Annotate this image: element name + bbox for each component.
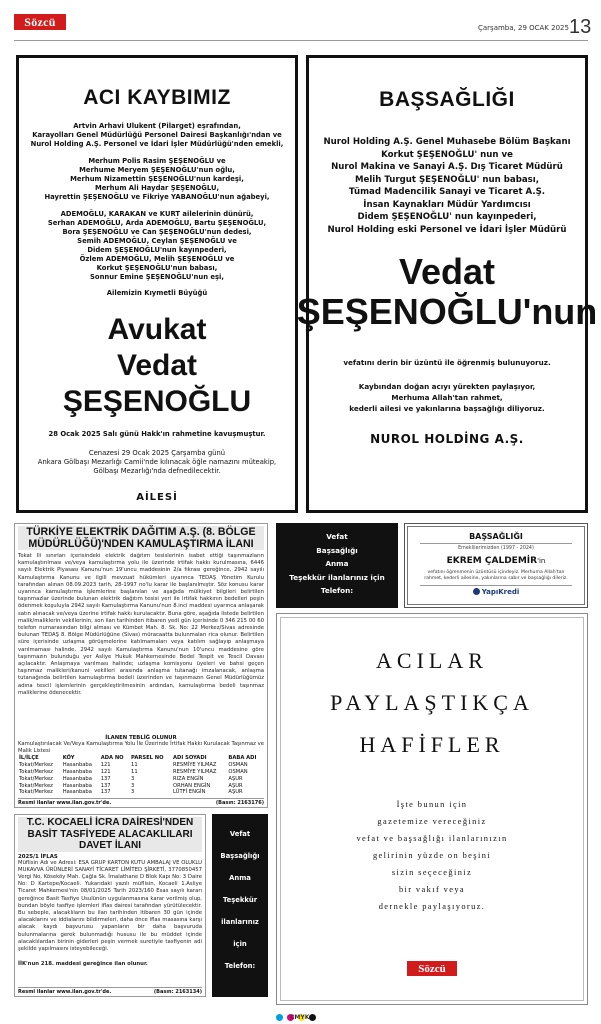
text-line: Nurol Holding eski Personel ve İdari İşler Müdürü xyxy=(327,224,567,235)
notice-subtitle: 2025/1 İFLAS xyxy=(18,853,58,860)
ad-paragraph: vefatını derin bir üzüntü ile öğrenmiş bulunuyoruz. xyxy=(343,358,551,367)
obituary-ad-aci-kaybimiz xyxy=(16,55,298,513)
sozcu-logo: Sözcü xyxy=(14,14,66,30)
table-row xyxy=(18,789,264,796)
campaign-text-line: İşte bunun için xyxy=(396,800,468,809)
promo-box-ilan-vertical xyxy=(212,814,268,997)
notice-footer xyxy=(18,987,202,995)
footer-source: Resmi ilanlar www.ilan.gov.tr'de. xyxy=(18,800,112,806)
promo-line: Başsağlığı xyxy=(316,545,358,555)
campaign-line-3: HAFİFLER xyxy=(359,732,505,757)
deceased-name: Vedat ŞEŞENOĞLU xyxy=(62,349,252,418)
table-cell: 121 xyxy=(100,769,111,775)
text-line: Korkut ŞEŞENOĞLU'nun babası, xyxy=(96,264,218,272)
table-cell: Tokat/Merkez xyxy=(19,769,53,775)
text-line: Melih Turgut ŞEŞENOĞLU' nun babası, xyxy=(354,174,540,185)
table-header-cell: ADI SOYADI xyxy=(173,755,207,762)
deceased-surname: ŞEŞENOĞLU'nun xyxy=(296,291,598,332)
text-line: Nurol Holding A.Ş. Personel ve İdari İşler Müdürlüğü'nden emekli, xyxy=(30,140,284,148)
table-cell: AŞUR xyxy=(228,782,243,789)
campaign-text-line: vefat ve başsağlığı ilanlarınızın xyxy=(356,834,508,843)
text-line: Merhum Nizamettin ŞEŞENOĞLU'nun kardeşi, xyxy=(70,175,244,183)
table-cell: Hasanbaba xyxy=(62,769,92,775)
text-line: Merhum Polis Rasim ŞEŞENOĞLU ve xyxy=(88,157,226,165)
text-line: Tümad Madencilik Sanayi ve Ticaret A.Ş. xyxy=(348,187,546,197)
promo-line: Teşekkür ilanlarınız için xyxy=(289,572,385,582)
table-row xyxy=(18,776,264,783)
table-cell: RESMİYE YILMAZ xyxy=(173,762,217,769)
promo-line: Telefon: xyxy=(320,586,354,595)
issue-date: Çarşamba, 29 OCAK 2025 xyxy=(478,24,569,32)
campaign-line-2: PAYLAŞTIKÇA xyxy=(330,690,534,715)
table-header-cell: İL/İLÇE xyxy=(19,755,39,762)
table-cell: Tokat/Merkez xyxy=(19,782,53,789)
table-header-cell: PARSEL NO xyxy=(131,755,164,762)
table-cell: ORHAN ENGİN xyxy=(173,782,211,789)
table-cell: 137 xyxy=(100,775,111,782)
yapikredi-condolence-ad xyxy=(404,523,588,608)
promo-box-ilan xyxy=(276,523,398,608)
notice-body: Müflisin Adı ve Adresi: ESA GRUP KARTON KUTU AMBALAJ VE OLUKLU MUKAVVA ÜRÜNLERİ SANAYİ TİCARET LİMİTED ŞİRKETİ, 3770850457 Vergi No, Köseköy Mah. Çağla Sk. İmalathane D Blok Kapı No: 3 Daire No: D Kartepe/Kocaeli. Yukarıdaki yazılı müflisin, Kocaeli 1.Asliye Ticaret Mahkemesi'nin 08/01/2025 Tarih 2023/160 Esas sayılı kararı gereğince Basit Tasfiye Usulünün uygulanmasına karar verilmiş olup, bundan böyle tasfiye işlemleri iflas dairesi tarafından yürütülecektir. Bu sebeple, alacaklıların bu ilan tarihinden itibaren 30 gün içinde alacaklarını ve iddialarını bildirmeleri, daha önce iflas masasına karşı alacak kaydı başvurusu yapanların bir daha başvuruda bulunmalarına gerek bulunmadığı hususu ile bu müddet içinde alacaklılardan birinin giderleri peşin vermek suretiyle tasfiyenin adi şekilde yapılmasını isteyebileceği. xyxy=(18,859,202,952)
text-line: Merhum Ali Haydar ŞEŞENOĞLU, xyxy=(94,184,220,192)
promo-line: Başsağlığı xyxy=(220,852,260,860)
yk-name xyxy=(408,556,584,566)
campaign-text-line: gelirinin yüzde on beşini xyxy=(372,851,492,860)
table-cell: Tokat/Merkez xyxy=(19,775,53,782)
text-line: İnsan Kaynakları Müdür Yardımcısı xyxy=(363,199,531,210)
notice-title: T.C. KOCAELİ İCRA DAİRESİ'NDEN BASİT TASFİYEDE ALACAKLILARI DAVET İLANI xyxy=(18,817,202,852)
table-cell: Hasanbaba xyxy=(62,789,92,796)
cyan-dot xyxy=(276,1014,283,1021)
table-cell: 3 xyxy=(131,775,135,782)
text-line: Semih ADEMOĞLU, Ceylan ŞEŞENOĞLU ve xyxy=(77,237,237,245)
table-cell: Hasanbaba xyxy=(62,762,92,769)
text-line: Hayrettin ŞEŞENOĞLU ve Fikriye YABANOĞLU'nun ağabeyi, xyxy=(44,193,270,201)
table-cell: AŞUR xyxy=(228,789,243,796)
table-cell: Hasanbaba xyxy=(62,782,92,789)
table-cell: Hasanbaba xyxy=(62,775,92,782)
text-line: Bora ŞEŞENOĞLU ve Can ŞEŞENOĞLU'nun dedesi, xyxy=(62,228,252,236)
ad-signature: NUROL HOLDİNG A.Ş. xyxy=(370,432,524,446)
promo-line: Anma xyxy=(229,874,251,882)
table-cell: AŞUR xyxy=(228,775,243,782)
yapikredi-logo xyxy=(408,588,584,596)
table-cell: 11 xyxy=(131,762,138,769)
table-cell: RESMİYE YILMAZ xyxy=(173,769,217,775)
ad-paragraph xyxy=(44,157,269,202)
text-line: Özlem ADEMOĞLU, Melih ŞEŞENOĞLU ve xyxy=(79,255,235,263)
table-header-row xyxy=(18,755,264,762)
table-header-cell: BABA ADI xyxy=(228,755,257,762)
icra-notice xyxy=(14,814,206,997)
table-cell: Tokat/Merkez xyxy=(19,789,53,796)
ad-signature: AİLESİ xyxy=(136,492,178,503)
table-cell: 11 xyxy=(131,769,138,775)
table-header-cell: ADA NO xyxy=(100,755,124,762)
table-cell: 137 xyxy=(100,782,111,789)
notice-body: Tokat İli sınırları içerisindeki elektrik dağıtım tesislerinin isabet ettiği taşınmazların kamulaştırılması ve/veya kamulaştırma yolu ile üzerinde irtifak hakkı kurulmasına, 6446 sayılı Elektrik Piyasası Kanunu'nun 19'uncu maddesinin 2/a fıkrası gereğince, 2942 sayılı Kamulaştırma Kanunu ve ilgili mevzuat hükümleri uyarınca TEDAŞ Yönetim Kurulu tarafından alınan 08.09.2023 tarih, 28-1997 no'lu karar ile başlanılmıştır. Söz konusu karar uyarınca kamulaştırma işlemlerine başlanılan ve aşağıda mülkiyet bilgileri belirtilen taşınmazlar üzerinde bulunan elektrik dağıtım tesisi yeri ile irtifak hakkının bedelleri peşin ödenmek koşuluyla 2942 sayılı Kamulaştırma Kanunu'nun 8.inci maddesi uyarınca anlaşarak satın alınacak ve/veya üzerine irtifak hakkı kurulacaktır. Buna göre, aşağıda listede belirtilen malik/maliklerin vekillerinin, son ilan tarihinden itibaren yedi gün içerisinde 0 346 215 00 60 telefon numarasından bilgi alması ve Kümbet Mah. 8. Sk. No: 22 Merkez/Sivas adresinde bulunan TEDAŞ 8. Bölge Müdürlüğüne (Sivas) müracaatta bulunmaları rica olunur. Belirtilen süre içerisinde uzlaşma görüşmelerine katılmamaları veya katılım sağlayıp anlaşmaya varılmaması halinde, 2942 sayılı Kamulaştırma Kanunu'nun 10'uncu maddesine göre taşınmazın bulunduğu yer Asliye Hukuk Mahkemesinde Bedel Tespit ve Tescil Davası açılacaktır. Anlaşmaya varılması halinde; uzlaşma komisyonu üyeleri ve bahsi geçen taşınmaz malikleri/kanuni vekilleri arasında anlaşma tutanağı imzalanacak, anlaşma tutanağında belirtilen kamulaştırma bedeli üzerinden ve taşınmazın Genel Müdürlüğümüz adına tescil işlemlerinin gerçekleştirilmesinin ardından, kamulaştırma bedeli taşınmaz maliklerine ödenecektir. xyxy=(18,553,264,696)
notice-note: İİK'nun 218. maddesi gereğince ilan olunur. xyxy=(18,960,148,967)
sozcu-logo-bottom: Sözcü xyxy=(407,961,457,976)
table-header-cell: KÖY xyxy=(62,755,75,762)
ad-paragraph: 28 Ocak 2025 Salı günü Hakk'ın rahmetine kavuşmuştur. xyxy=(48,430,266,438)
text-line: Ankara Gölbaşı Mezarlığı Camii'nde kılınacak öğle namazını müteakip, xyxy=(37,458,277,466)
campaign-text xyxy=(281,796,583,915)
footer-press-no: (Basın: 2163176) xyxy=(215,800,264,806)
yk-title: BAŞSAĞLIĞI xyxy=(469,532,523,541)
table-cell: OSMAN xyxy=(228,769,248,775)
text-line: Kaybından doğan acıyı yürekten paylaşıyor, xyxy=(358,382,536,391)
ad-paragraph xyxy=(323,136,570,236)
text-line: Artvin Arhavi Ulukent (Pilarget) eşrafından, xyxy=(73,122,241,130)
ad-title: ACI KAYBIMIZ xyxy=(83,86,231,109)
cmyk-label: CMYK xyxy=(290,1014,310,1021)
notice-footer xyxy=(18,798,264,806)
text-line: ADEMOĞLU, KARAKAN ve KURT ailelerinin dünürü, xyxy=(60,210,254,218)
table-row xyxy=(18,769,264,776)
table-cell: RIZA ENGİN xyxy=(173,775,204,782)
page-number: 13 xyxy=(569,16,592,38)
yk-subtitle: Emeklilerimizden (1997 - 2024) xyxy=(458,546,534,551)
deceased-first-name: Vedat xyxy=(398,251,496,292)
text-line: Didem ŞEŞENOĞLU'nun kayınpederi, xyxy=(87,246,227,254)
text-line: Serhan ADEMOĞLU, Arda ADEMOĞLU, Bartu ŞEŞENOĞLU, xyxy=(47,219,267,227)
table-cell: 3 xyxy=(131,782,135,789)
yk-name-text: EKREM ÇALDEMİR xyxy=(446,556,538,566)
campaign-text-line: sizin seçeceğiniz xyxy=(391,868,473,877)
yk-name-suffix: 'in xyxy=(537,557,546,565)
text-line: Nurol Makina ve Sanayi A.Ş. Dış Ticaret Müdürü xyxy=(331,162,563,172)
promo-line: Vefat xyxy=(326,532,348,541)
notice-title: TÜRKİYE ELEKTRİK DAĞITIM A.Ş. (8. BÖLGE MÜDÜRLÜĞÜ)'NDEN KAMULAŞTIRMA İLANI xyxy=(18,526,264,550)
text-line: kederli ailesi ve yakınlarına başsağlığı diliyoruz. xyxy=(349,404,545,413)
black-dot xyxy=(309,1014,316,1021)
text-line: Korkut ŞEŞENOĞLU' nun ve xyxy=(381,149,513,160)
promo-line: Teşekkür xyxy=(222,896,258,904)
notice-list-subtitle: Kamulaştırılacak Ve/Veya Kamulaştırma Yolu İle Üzerinde İrtifak Hakkı Kurulacak Taşınmaz ve Malik Listesi xyxy=(18,741,264,755)
footer-press-no: (Basın: 2163134) xyxy=(153,989,202,995)
ad-title: BAŞSAĞLIĞI xyxy=(379,88,515,111)
text-line: Gölbaşı Mezarlığı'nda defnedilecektir. xyxy=(93,467,221,475)
text-line: Sonnur Emine ŞEŞENOĞLU'nun eşi, xyxy=(90,273,224,281)
footer-source: Resmi ilanlar www.ilan.gov.tr'de. xyxy=(18,989,112,995)
table-cell: Tokat/Merkez xyxy=(19,762,53,769)
table-cell: LÜTFİ ENGİN xyxy=(173,789,206,796)
text-line: Nurol Holding A.Ş. Genel Muhasebe Bölüm Başkanı xyxy=(323,137,571,147)
campaign-text-line: gazetemize vereceğiniz xyxy=(377,817,487,826)
table-cell: 121 xyxy=(100,762,111,769)
ad-paragraph: Ailemizin Kıymetli Büyüğü xyxy=(106,289,208,297)
sozcu-campaign-ad xyxy=(276,613,588,1005)
campaign-line-1: ACILAR xyxy=(376,648,488,673)
table-row xyxy=(18,762,264,769)
ad-paragraph xyxy=(349,381,544,414)
promo-line: Vefat xyxy=(229,830,251,838)
promo-line: ilanlarınız xyxy=(221,918,259,926)
campaign-text-line: dernekle paylaşıyoruz. xyxy=(378,902,486,911)
deceased-title: Avukat xyxy=(107,313,207,346)
campaign-text-line: bir vakıf veya xyxy=(398,885,466,894)
text-line: Merhuma Allah'tan rahmet, xyxy=(391,393,503,402)
ad-paragraph xyxy=(48,210,266,282)
table-cell: 137 xyxy=(100,789,111,796)
promo-line: için xyxy=(233,940,247,948)
yapikredi-logo-text: YapıKredi xyxy=(481,588,520,596)
table-cell: 3 xyxy=(131,789,135,796)
table-row xyxy=(18,783,264,790)
header-rule xyxy=(14,40,588,41)
text-line: Didem ŞEŞENOĞLU' nun kayınpederi, xyxy=(357,212,537,222)
ad-paragraph xyxy=(31,122,284,149)
yk-text: vefatını öğrenmenin üzüntüsü içindeyiz. Merhuma Allah'tan rahmet, kederli ailesine, yakınlarına sabır ve başsağlığı dileriz. xyxy=(424,570,568,581)
text-line: Karayolları Genel Müdürlüğü Personel Dairesi Başkanlığı'ndan ve xyxy=(32,131,282,139)
promo-line: Anma xyxy=(325,559,349,568)
funeral-info xyxy=(38,449,276,476)
text-line: Merhume Meryem ŞEŞENOĞLU'nun oğlu, xyxy=(79,166,235,174)
table-cell: OSMAN xyxy=(228,762,248,769)
owner-table xyxy=(18,755,264,796)
condolence-ad-bassagligi xyxy=(296,55,598,513)
text-line: Cenazesi 29 Ocak 2025 Çarşamba günü xyxy=(88,449,226,457)
notice-list-title: İLANEN TEBLİĞ OLUNUR xyxy=(105,735,177,741)
tedas-expropriation-notice xyxy=(14,523,268,808)
promo-line: Telefon: xyxy=(224,962,256,970)
yapikredi-icon xyxy=(473,588,480,595)
